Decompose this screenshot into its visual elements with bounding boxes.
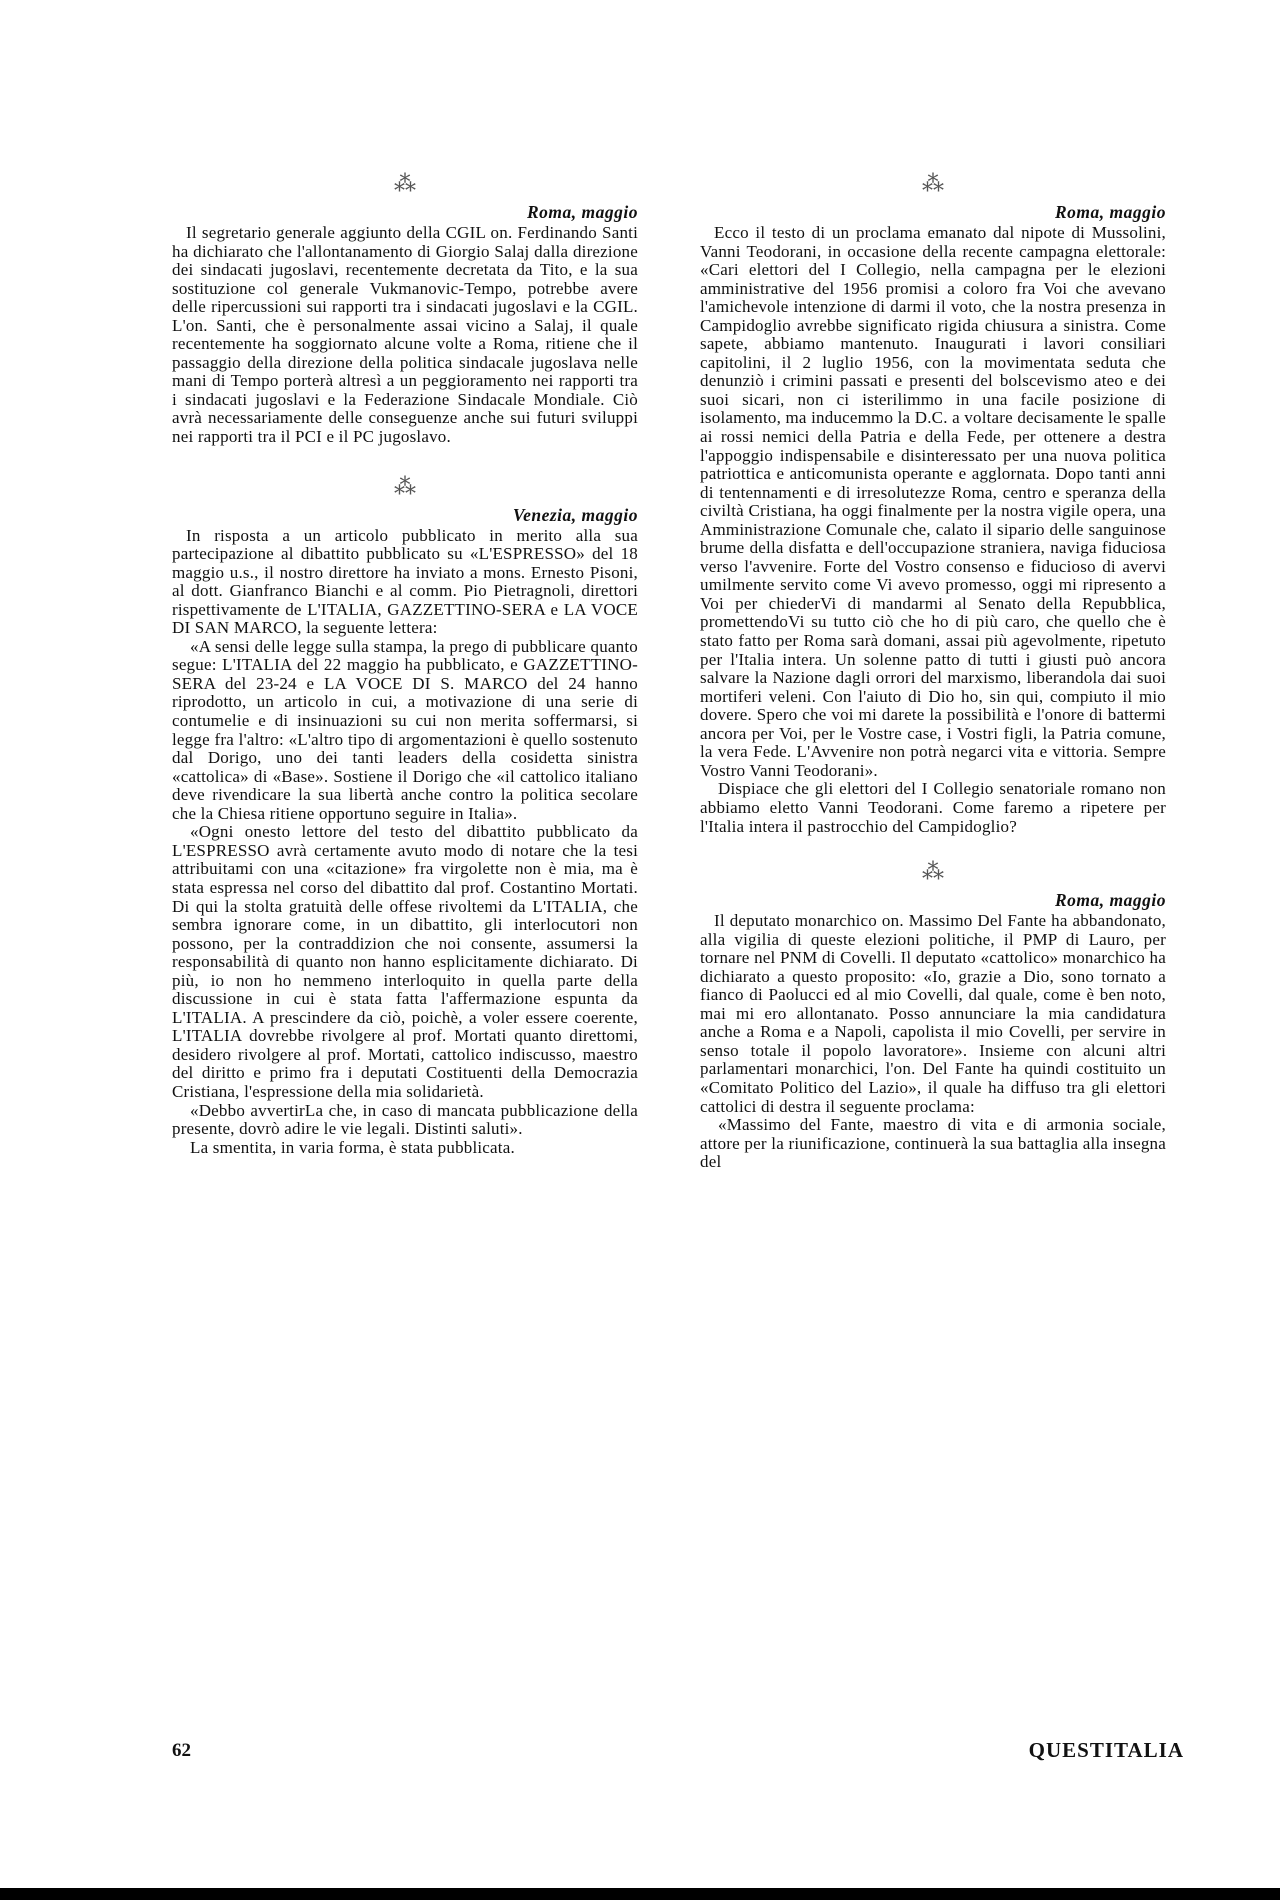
article-4-paragraph-1: Il deputato monarchico on. Massimo Del Fante ha abbandonato, alla vigilia di queste elezioni politiche, il PMP di Lauro, per tornare nel PNM di Covelli. Il deputato «cattolico» monarchico ha dichiarato a questo proposito: «Io, grazie a Dio, sono tornato a fianco di Paolucci ed al mio Covelli, dal quale, come è ben noto, mai mi ero allontanato. Posso annunciare la mia candidatura anche a Roma e a Napoli, capolista il mio Covelli, per servire in senso totale il popolo lavoratore». Insieme con alcuni altri parlamentari monarchici, l'on. Del Fante ha quindi costituito un «Comitato Politico del Lazio», il quale ha diffuso tra gli elettori cattolici di destra il seguente proclama: <box>700 911 1166 1116</box>
left-column <box>172 172 638 1157</box>
dateline-article-4: Roma, maggio <box>1054 890 1166 911</box>
dateline-article-1: Roma, maggio <box>526 202 638 222</box>
scan-edge-bar <box>0 1888 1280 1900</box>
article-4-paragraph-2: «Massimo del Fante, maestro di vita e di armonia sociale, attore per la riunificazione, continuerà la sua battaglia alla insegna del <box>700 1115 1166 1172</box>
dateline-article-2: Venezia, maggio <box>512 504 638 525</box>
article-2-paragraph-4: «Debbo avvertirLa che, in caso di mancata pubblicazione della presente, dovrò adire le vie legali. Distinti saluti». <box>172 1100 638 1139</box>
section-separator: ⁂ <box>394 473 416 499</box>
right-column <box>700 172 1166 1172</box>
article-3-paragraph-2: Dispiace che gli elettori del I Collegio senatoriale romano non abbiamo eletto Vanni Teodorani. Come faremo a ripetere per l'Italia intera il pastrocchio del Campidoglio? <box>700 779 1166 836</box>
article-2-paragraph-5: La smentita, in varia forma, è stata pubblicata. <box>190 1137 515 1157</box>
section-separator: ⁂ <box>922 171 944 196</box>
dateline-article-3: Roma, maggio <box>1054 202 1166 222</box>
article-2-paragraph-1: In risposta a un articolo pubblicato in merito alla sua partecipazione al dibattito pubblicato su «L'ESPRESSO» del 18 maggio u.s., il nostro direttore ha inviato a mons. Ernesto Pisoni, al dott. Gianfranco Bianchi e al comm. Pio Pietragnoli, direttori rispettivamente de L'ITALIA, GAZZETTINO-SERA e LA VOCE DI SAN MARCO, la seguente lettera: <box>172 525 638 638</box>
article-2-paragraph-2: «A sensi delle legge sulla stampa, la prego di pubblicare quanto segue: L'ITALIA del 22 maggio ha pubblicato, e GAZZETTINO-SERA del 23-24 e LA VOCE DI S. MARCO del 24 hanno riprodotto, un articolo in cui, a motivazione di una serie di contumelie e di insinuazioni su cui non merita soffermarsi, si legge fra l'altro: «L'altro tipo di argomentazioni è quello sostenuto dal Dorigo, uno dei tanti leaders della cosidetta sinistra «cattolica» di «Base». Sostiene il Dorigo che «il cattolico italiano deve rivendicare la sua libertà anche contro la politica secolare che la Chiesa ritiene opportuno seguire in Italia». <box>172 636 638 823</box>
article-1-paragraph-1: Il segretario generale aggiunto della CGIL on. Ferdinando Santi ha dichiarato che l'allontanamento di Giorgio Salaj dalla direzione dei sindacati jugoslavi, recentemente decretata da Tito, e la sua sostituzione col generale Vukmanovic-Tempo, potrebbe avere delle ripercussioni sui rapporti tra i sindacati jugoslavi e la CGIL. L'on. Santi, che è personalmente assai vicino a Salaj, il quale recentemente ha soggiornato alcune volte a Roma, ritiene che il passaggio della direzione della politica sindacale jugoslava nelle mani di Tempo porterà altresì a un peggioramento nei rapporti tra i sindacati jugoslavi e la Federazione Sindacale Mondiale. Ciò avrà necessariamente delle conseguenze anche sui futuri sviluppi nei rapporti tra il PCI e il PC jugoslavo. <box>172 223 638 447</box>
article-3-paragraph-1: Ecco il testo di un proclama emanato dal nipote di Mussolini, Vanni Teodorani, in occasione della recente campagna elettorale: «Cari elettori del I Collegio, nella campagna per le elezioni amministrative del 1956 promisi a coloro fra Voi che avevano l'amichevole intenzione di darmi il voto, che la nostra presenza in Campidoglio avrebbe significato rigida chiusura a sinistra. Come sapete, abbiamo mantenuto. Inaugurati i lavori consiliari capitolini, il 2 luglio 1956, con la movimentata seduta che denunziò i crimini passati e presenti del bolscevismo ateo e dei suoi sicari, non ci isterilimmo in una facile posizione di isolamento, ma inducemmo la D.C. a voltare decisamente le spalle ai rossi nemici della Patria e della Fede, per ottenere a destra l'appoggio indispensabile e disinteressato per una nuova politica patriottica e anticomunista operante e agglornata. Dopo tanti anni di tentennamenti e di irresolutezze Roma, centro e speranza della civiltà Cristiana, ha oggi finalmente per la nostra vigile opera, una Amministrazione Comunale che, calato il sipario delle sanguinose brume della disfatta e dell'occupazione straniera, naviga fiduciosa verso l'avvenire. Forte del Vostro consenso e fiducioso di avervi umilmente servito come Vi avevo promesso, oggi mi ripresento a Voi per chiederVi di mandarmi al Senato della Repubblica, promettendoVi su tutto ciò che ho di più caro, che quello che è stato fatto per Roma sarà domani, assai più agevolmente, ripetuto per l'Italia intera. Un solenne patto di tutti i giusti può ancora salvare la Nazione dagli orrori del marxismo, liberandola dai suoi mortiferi veleni. Con l'aiuto di Dio ho, sin qui, compiuto il mio dovere. Spero che voi mi darete la possibilità e l'onore di battermi ancora per Voi, per le Vostre case, i Vostri figli, la Patria comune, la vera Fede. L'Avvenire non potrà negarci vita e vittoria. Sempre Vostro Vanni Teodorani». <box>700 223 1166 780</box>
section-separator: ⁂ <box>394 171 416 196</box>
section-separator: ⁂ <box>922 859 944 885</box>
page-number: 62 <box>172 1740 191 1761</box>
article-2-paragraph-3: «Ogni onesto lettore del testo del dibattito pubblicato da L'ESPRESSO avrà certamente avuto modo di notare che la tesi attribuitami con una «citazione» fra virgolette non è mia, ma è stata espressa nel corso del dibattito dal prof. Costantino Mortati. Di qui la stolta gratuità delle offese rivoltemi da L'ITALIA, che sembra ignorare come, in un dibattito, gli interlocutori non possono, per la contraddizion che noi consente, assumersi la responsabilità di quanto non hanno esplicitamente dichiarato. Di più, io non ho nemmeno interloquito in quella parte della discussione in cui è stata fatta l'affermazione espunta da L'ITALIA. A prescindere da ciò, poichè, a voler essere coerente, L'ITALIA dovrebbe rivolgere al prof. Mortati quanto direttomi, desidero rivolgere al prof. Mortati, cattolico indiscusso, maestro del diritto e primo fra i deputati Costituenti della Democrazia Cristiana, l'espressione della mia solidarietà. <box>172 822 638 1101</box>
magazine-title: QUESTITALIA <box>1028 1738 1184 1762</box>
